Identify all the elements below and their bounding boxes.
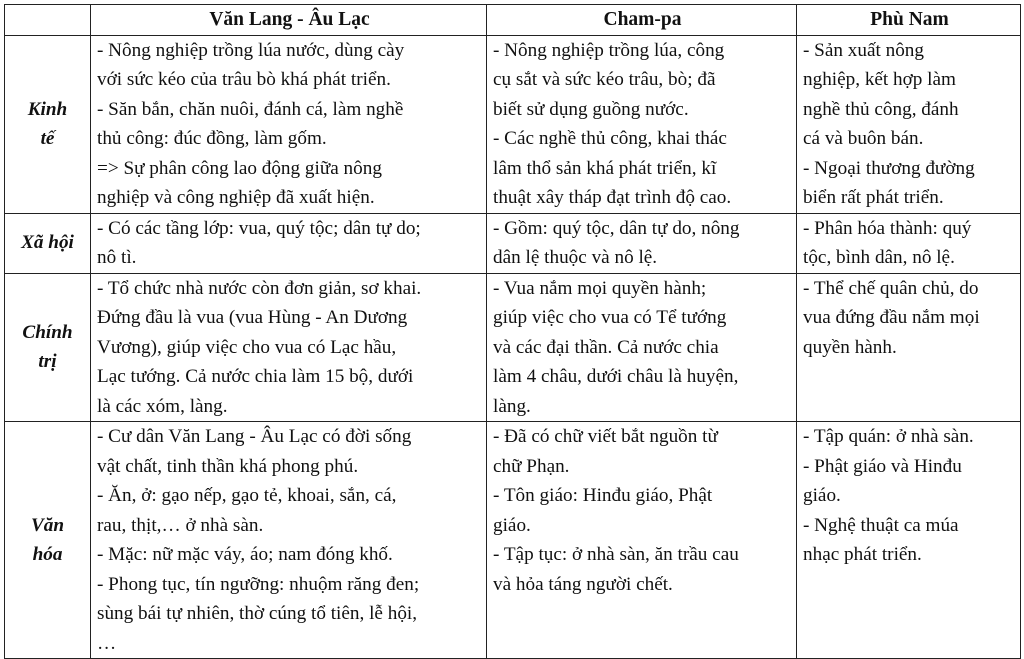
- cell-line: nghiệp và công nghiệp đã xuất hiện.: [97, 187, 375, 208]
- cell-line: giáo.: [803, 485, 841, 506]
- cell-line: quyền hành.: [803, 336, 897, 358]
- cell-line: …: [97, 632, 117, 654]
- cell-line: - Nghệ thuật ca múa: [803, 514, 959, 536]
- cell-kinh-te-champa: [487, 35, 797, 213]
- cell-line: - Có các tầng lớp: vua, quý tộc; dân tự do;: [97, 217, 421, 239]
- cell-line: Lạc tướng. Cả nước chia làm 15 bộ, dưới: [97, 366, 414, 387]
- cell-line: - Phật giáo và Hinđu: [803, 455, 962, 477]
- cell-line: - Tập quán: ở nhà sàn.: [803, 426, 974, 447]
- cell-line: - Sản xuất nông: [803, 39, 924, 61]
- cell-line: nhạc phát triển.: [803, 544, 922, 565]
- cell-line: cá và buôn bán.: [803, 128, 924, 149]
- row-chinh-tri: [5, 273, 1021, 422]
- cell-line: => Sự phân công lao động giữa nông: [97, 157, 382, 179]
- cell-chinh-tri-van-lang: [91, 273, 487, 422]
- row-label-xa-hoi: [5, 213, 91, 273]
- corner-cell: [5, 5, 91, 36]
- cell-line: thủ công: đúc đồng, làm gốm.: [97, 128, 327, 149]
- row-label-line: tế: [40, 128, 55, 149]
- cell-chinh-tri-champa: [487, 273, 797, 422]
- cell-line: chữ Phạn.: [493, 455, 570, 477]
- cell-line: rau, thịt,… ở nhà sàn.: [97, 514, 264, 536]
- cell-line: làng.: [493, 395, 531, 417]
- cell-line: với sức kéo của trâu bò khá phát triển.: [97, 69, 391, 90]
- cell-line: và các đại thần. Cả nước chia: [493, 336, 719, 358]
- cell-line: biết sử dụng guồng nước.: [493, 98, 689, 120]
- cell-kinh-te-phu-nam: [797, 35, 1021, 213]
- cell-line: - Nông nghiệp trồng lúa, công: [493, 39, 725, 61]
- row-van-hoa: [5, 422, 1021, 659]
- cell-xa-hoi-phu-nam: [797, 213, 1021, 273]
- cell-line: vua đứng đầu nắm mọi: [803, 307, 980, 328]
- cell-line: giáo.: [493, 514, 531, 536]
- cell-line: nghiệp, kết hợp làm: [803, 69, 956, 90]
- cell-line: - Mặc: nữ mặc váy, áo; nam đóng khố.: [97, 544, 393, 565]
- cell-line: là các xóm, làng.: [97, 395, 228, 417]
- cell-line: nô tì.: [97, 247, 137, 268]
- cell-line: - Đã có chữ viết bắt nguồn từ: [493, 426, 718, 447]
- cell-line: làm 4 châu, dưới châu là huyện,: [493, 366, 739, 387]
- row-label-line: hóa: [32, 544, 63, 565]
- cell-line: giúp việc cho vua có Tể tướng: [493, 307, 727, 328]
- cell-line: - Vua nắm mọi quyền hành;: [493, 277, 707, 299]
- row-label-line: Văn: [30, 514, 65, 536]
- cell-xa-hoi-van-lang: [91, 213, 487, 273]
- cell-line: và hỏa táng người chết.: [493, 573, 673, 595]
- cell-line: dân lệ thuộc và nô lệ.: [493, 247, 658, 268]
- cell-line: nghề thủ công, đánh: [803, 98, 959, 120]
- cell-line: - Các nghề thủ công, khai thác: [493, 128, 727, 149]
- header-van-lang: Văn Lang - Âu Lạc: [91, 5, 487, 36]
- cell-line: - Thể chế quân chủ, do: [803, 277, 979, 299]
- cell-kinh-te-van-lang: [91, 35, 487, 213]
- cell-line: - Săn bắn, chăn nuôi, đánh cá, làm nghề: [97, 98, 404, 120]
- row-kinh-te: [5, 35, 1021, 213]
- cell-van-hoa-phu-nam: [797, 422, 1021, 659]
- cell-van-hoa-champa: [487, 422, 797, 659]
- row-label-line: Xã hội: [21, 232, 74, 254]
- cell-line: - Ăn, ở: gạo nếp, gạo tẻ, khoai, sắn, cá,: [97, 485, 397, 506]
- cell-line: vật chất, tinh thần khá phong phú.: [97, 455, 359, 477]
- cell-line: thuật xây tháp đạt trình độ cao.: [493, 187, 732, 208]
- cell-line: - Phong tục, tín ngưỡng: nhuộm răng đen;: [97, 573, 420, 595]
- cell-chinh-tri-phu-nam: [797, 273, 1021, 422]
- header-phu-nam: Phù Nam: [797, 5, 1021, 36]
- cell-line: - Nông nghiệp trồng lúa nước, dùng cày: [97, 39, 405, 61]
- cell-line: - Gồm: quý tộc, dân tự do, nông: [493, 217, 740, 239]
- cell-line: - Ngoại thương đường: [803, 157, 975, 179]
- cell-line: - Tổ chức nhà nước còn đơn giản, sơ khai.: [97, 277, 422, 299]
- cell-line: biển rất phát triển.: [803, 187, 944, 208]
- row-label-line: trị: [38, 351, 57, 373]
- comparison-table: [4, 4, 1021, 659]
- row-label-line: Chính: [22, 321, 73, 343]
- header-row: [5, 5, 1021, 36]
- cell-line: Vương), giúp việc cho vua có Lạc hầu,: [97, 336, 397, 358]
- cell-xa-hoi-champa: [487, 213, 797, 273]
- header-champa: Cham-pa: [487, 5, 797, 36]
- cell-line: - Tôn giáo: Hinđu giáo, Phật: [493, 485, 713, 506]
- row-label-kinh-te: [5, 35, 91, 213]
- row-label-line: Kinh: [27, 98, 68, 120]
- cell-line: - Tập tục: ở nhà sàn, ăn trầu cau: [493, 544, 739, 565]
- cell-line: Đứng đầu là vua (vua Hùng - An Dương: [97, 307, 408, 328]
- cell-line: - Cư dân Văn Lang - Âu Lạc có đời sống: [97, 426, 412, 447]
- cell-van-hoa-van-lang: [91, 422, 487, 659]
- row-xa-hoi: [5, 213, 1021, 273]
- row-label-van-hoa: [5, 422, 91, 659]
- cell-line: cụ sắt và sức kéo trâu, bò; đã: [493, 69, 716, 90]
- cell-line: lâm thổ sản khá phát triển, kĩ: [493, 157, 717, 179]
- row-label-chinh-tri: [5, 273, 91, 422]
- cell-line: tộc, bình dân, nô lệ.: [803, 247, 955, 268]
- cell-line: sùng bái tự nhiên, thờ cúng tổ tiên, lễ hội,: [97, 603, 418, 624]
- cell-line: - Phân hóa thành: quý: [803, 217, 972, 239]
